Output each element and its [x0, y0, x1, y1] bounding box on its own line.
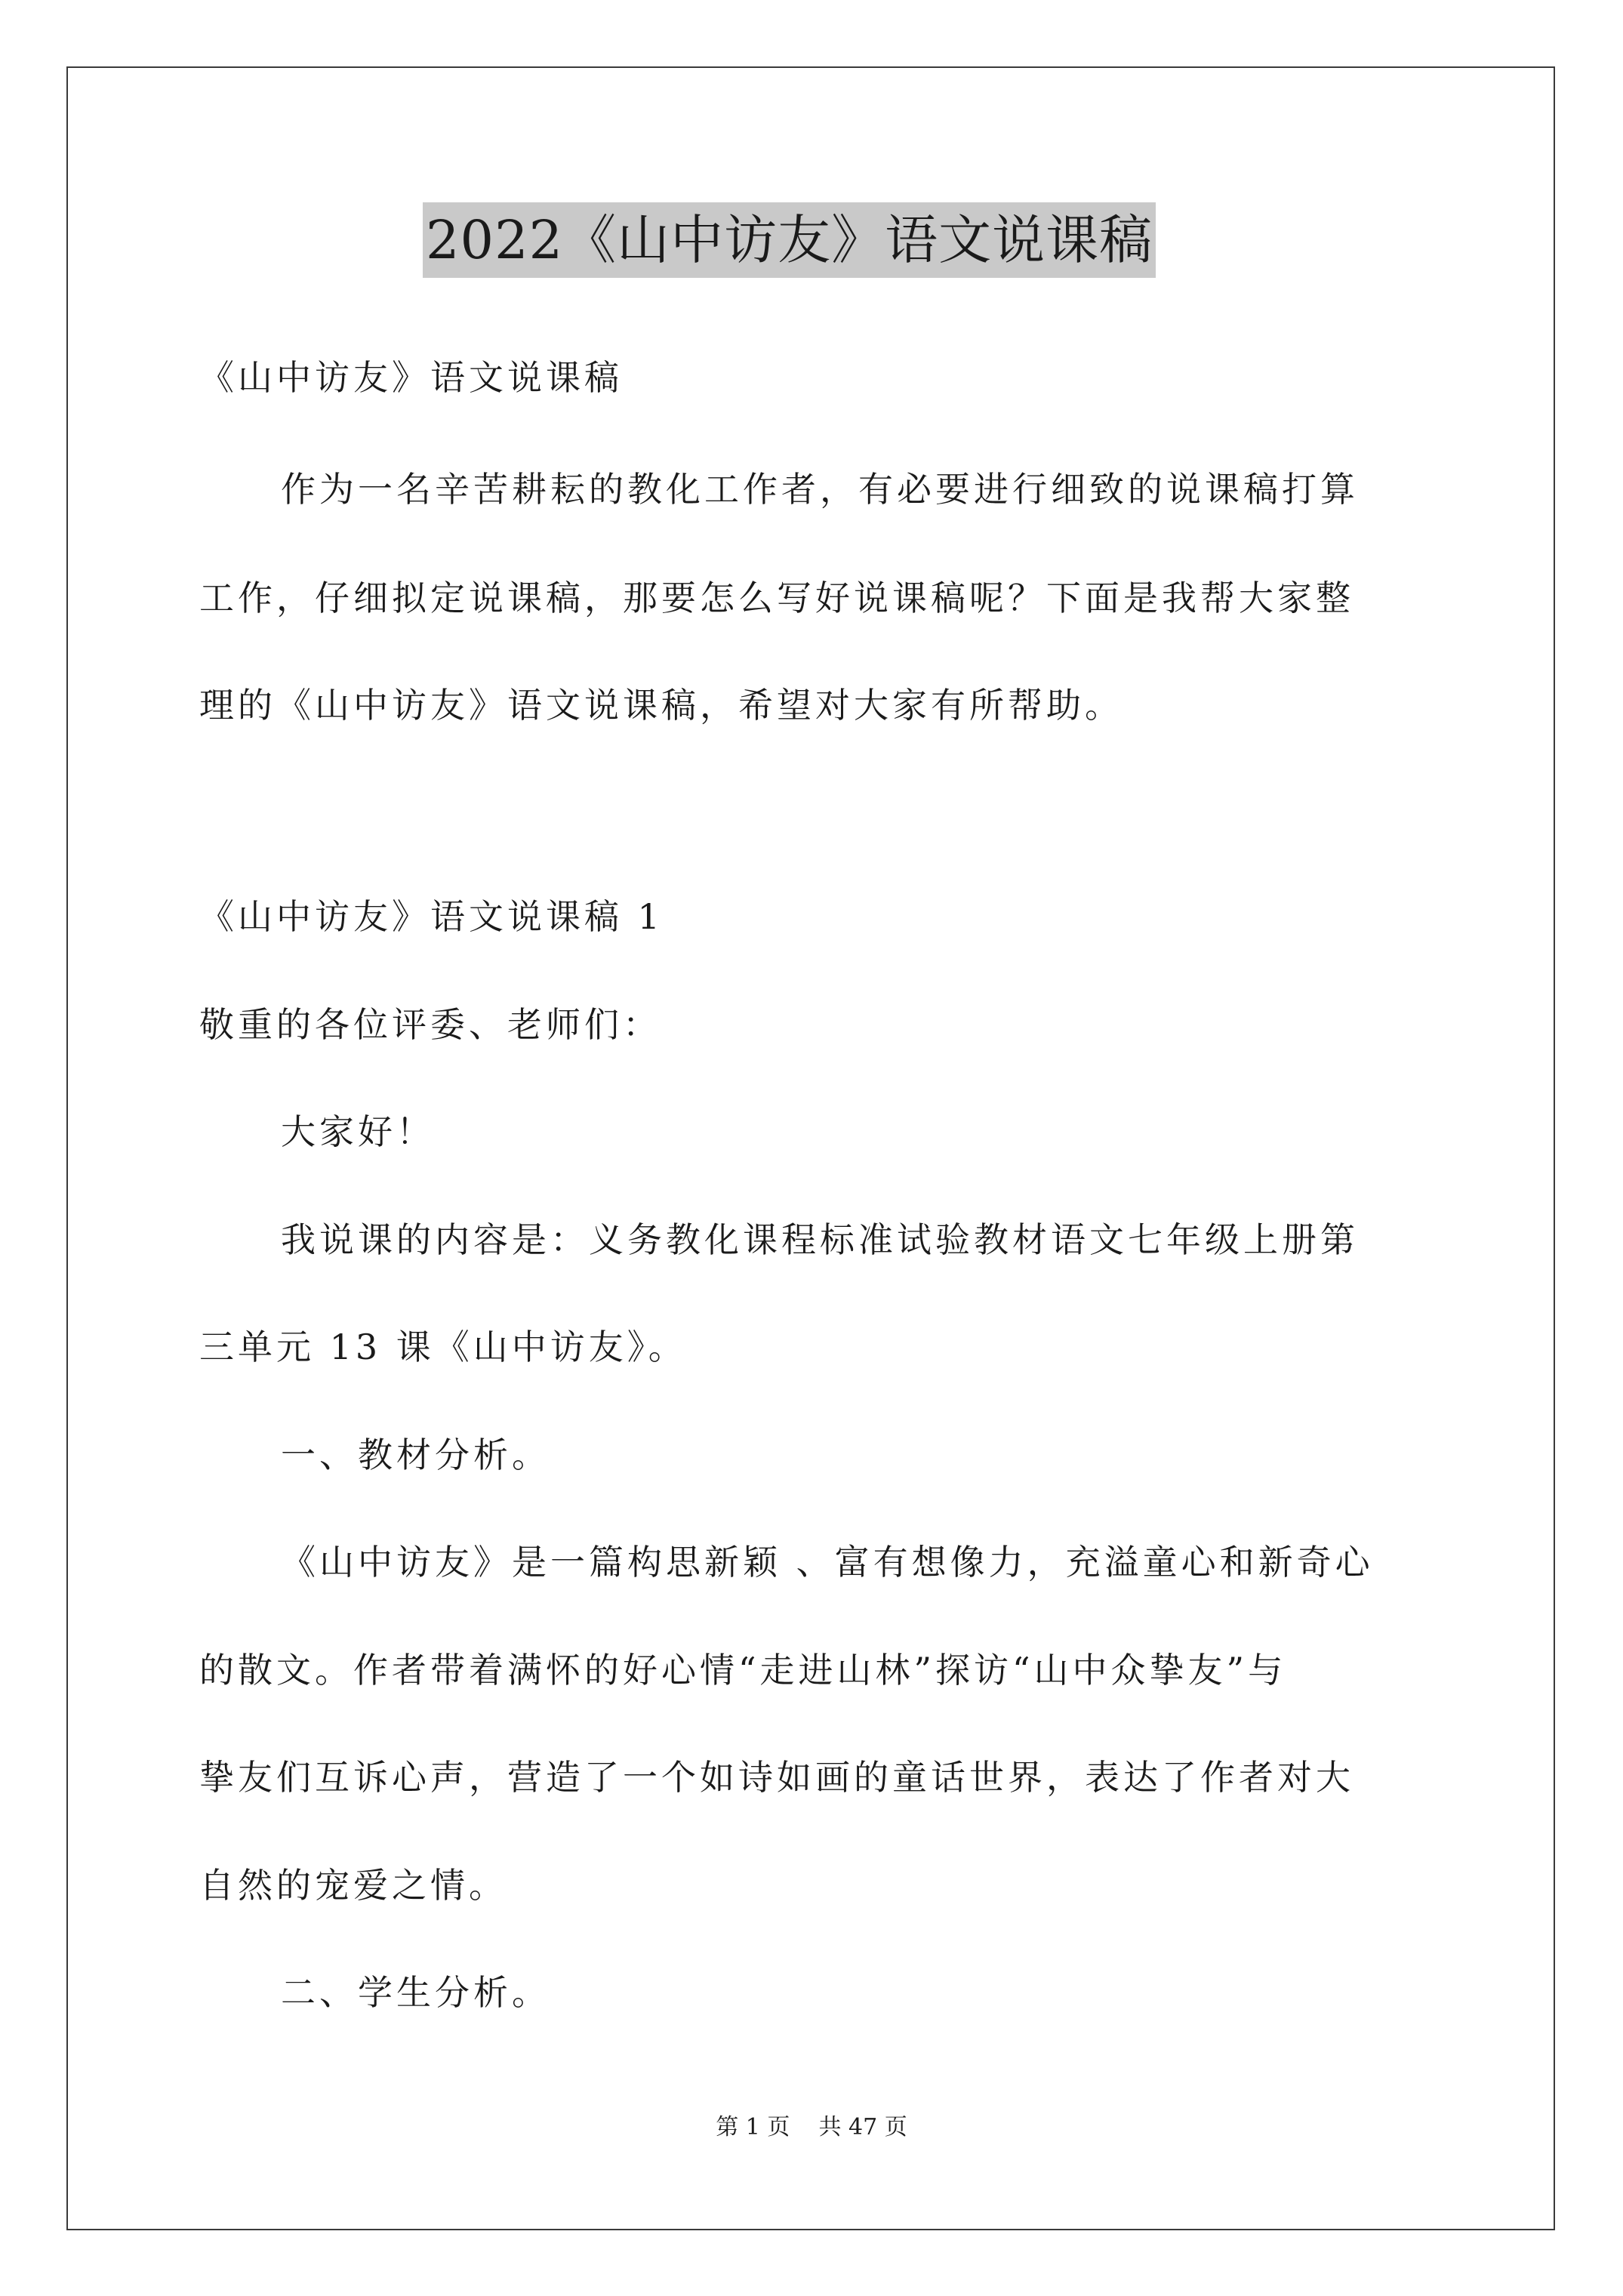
part2-heading: 二、学生分析。 — [281, 1972, 550, 2013]
document-title: 2022《山中访友》语文说课稿 — [423, 202, 1156, 278]
part1-body-line-1: 《山中访友》是一篇构思新颖 、富有想像力，充溢童心和新奇心 — [281, 1542, 1374, 1583]
intro-line-2: 工作，仔细拟定说课稿，那要怎么写好说课稿呢？下面是我帮大家整 — [199, 578, 1354, 618]
part1-body-line-4: 自然的宠爱之情。 — [199, 1865, 507, 1906]
content-intro-line-2: 三单元 13 课《山中访友》。 — [199, 1327, 687, 1367]
greeting: 大家好！ — [281, 1111, 435, 1152]
intro-line-3: 理的《山中访友》语文说课稿，希望对大家有所帮助。 — [199, 685, 1123, 726]
part1-heading: 一、教材分析。 — [281, 1435, 550, 1475]
section-heading: 《山中访友》语文说课稿 1 — [199, 896, 664, 937]
part1-body-line-3: 挚友们互诉心声，营造了一个如诗如画的童话世界，表达了作者对大 — [199, 1757, 1354, 1798]
intro-line-1: 作为一名辛苦耕耘的教化工作者，有必要进行细致的说课稿打算 — [281, 469, 1359, 510]
part1-body-line-2: 的散文。作者带着满怀的好心情“走进山林”探访“山中众挚友”与 — [199, 1650, 1287, 1690]
content-intro-line-1: 我说课的内容是：义务教化课程标准试验教材语文七年级上册第 — [281, 1219, 1359, 1260]
salutation: 敬重的各位评委、老师们： — [199, 1004, 661, 1045]
page-number-footer: 第 1 页 共 47 页 — [716, 2114, 907, 2140]
document-subtitle: 《山中访友》语文说课稿 — [199, 357, 623, 398]
